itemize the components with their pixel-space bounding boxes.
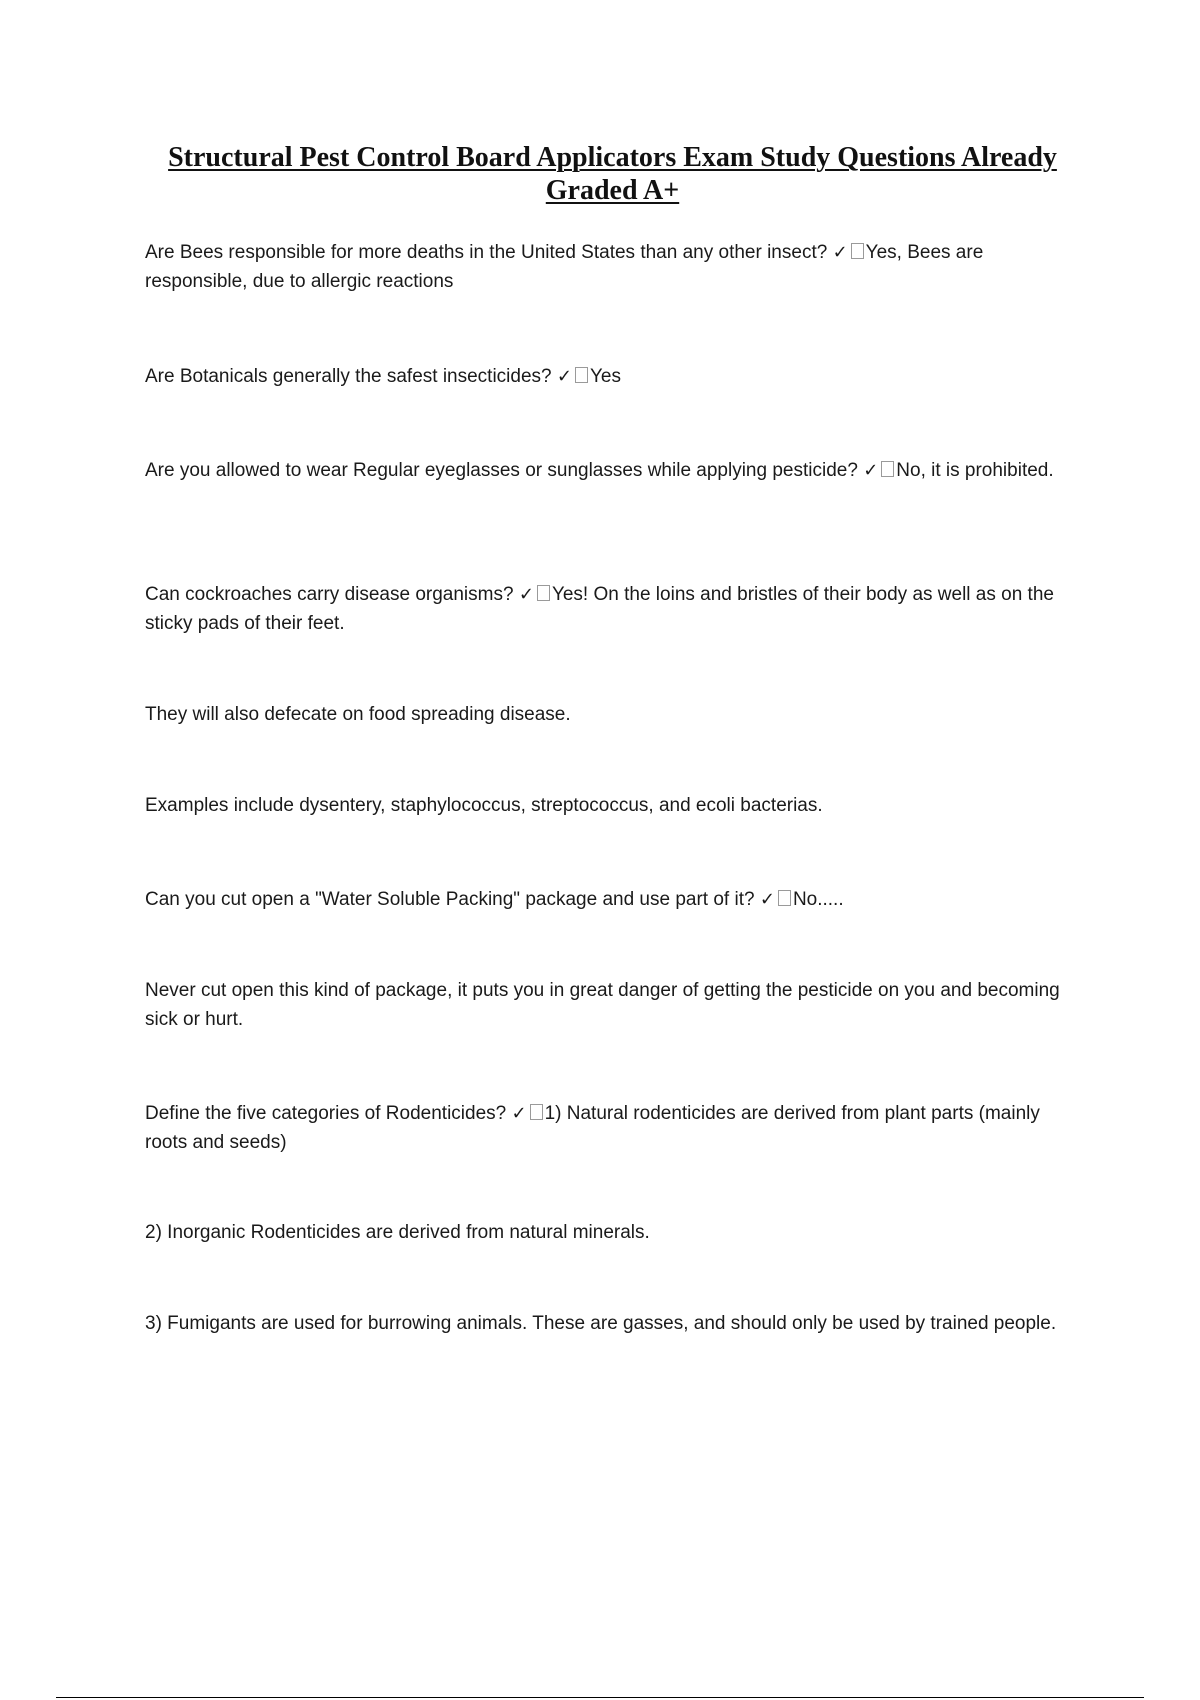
answer-text: Yes [589, 366, 621, 387]
answer-box-icon [537, 585, 550, 601]
text-paragraph: Never cut open this kind of package, it puts you in great danger of getting the pesticide on you and becoming sick or hurt. [145, 980, 1060, 1030]
answer-box-icon [530, 1104, 543, 1120]
question-text: Can you cut open a "Water Soluble Packing" package and use part of it? [145, 889, 755, 910]
check-mark-icon: ✓ [511, 1103, 527, 1124]
question-text: Are Botanicals generally the safest insecticides? [145, 366, 552, 387]
answer-text: No..... [792, 889, 844, 910]
check-mark-icon: ✓ [556, 366, 572, 387]
answer-box-icon [851, 243, 864, 259]
answer-text: Yes, Bees are responsible, due to allergic reactions [145, 242, 984, 292]
qa-item [145, 1099, 1075, 1157]
qa-item [145, 238, 1075, 296]
answer-text: No, it is prohibited. [896, 460, 1054, 481]
qa-item [145, 362, 1075, 391]
answer-text: Yes! On the loins and bristles of their body as well as on the sticky pads of their feet. [145, 584, 1054, 634]
question-text: Are you allowed to wear Regular eyeglasses or sunglasses while applying pesticide? [145, 460, 858, 481]
check-mark-icon: ✓ [759, 889, 775, 910]
check-mark-icon: ✓ [518, 584, 534, 605]
question-text: Define the five categories of Rodenticides? [145, 1103, 507, 1124]
document-title: Structural Pest Control Board Applicators Exam Study Questions Already Graded A+ [168, 142, 1057, 206]
qa-item [145, 885, 1075, 914]
qa-item [145, 456, 1075, 485]
footer-divider [56, 1697, 1144, 1698]
text-paragraph: Examples include dysentery, staphylococcus, streptococcus, and ecoli bacterias. [145, 795, 823, 816]
text-paragraph: They will also defecate on food spreading disease. [145, 704, 571, 725]
answer-box-icon [778, 890, 791, 906]
answer-text: 1) Natural rodenticides are derived from plant parts (mainly roots and seeds) [145, 1103, 1040, 1153]
question-text: Are Bees responsible for more deaths in the United States than any other insect? [145, 242, 828, 263]
check-mark-icon: ✓ [863, 460, 879, 481]
answer-box-icon [575, 367, 588, 383]
question-text: Can cockroaches carry disease organisms? [145, 584, 514, 605]
answer-box-icon [881, 461, 894, 477]
text-paragraph: 2) Inorganic Rodenticides are derived from natural minerals. [145, 1222, 650, 1243]
text-paragraph: 3) Fumigants are used for burrowing animals. These are gasses, and should only be used by trained people. [145, 1313, 1057, 1334]
check-mark-icon: ✓ [832, 242, 848, 263]
qa-item [145, 580, 1075, 638]
